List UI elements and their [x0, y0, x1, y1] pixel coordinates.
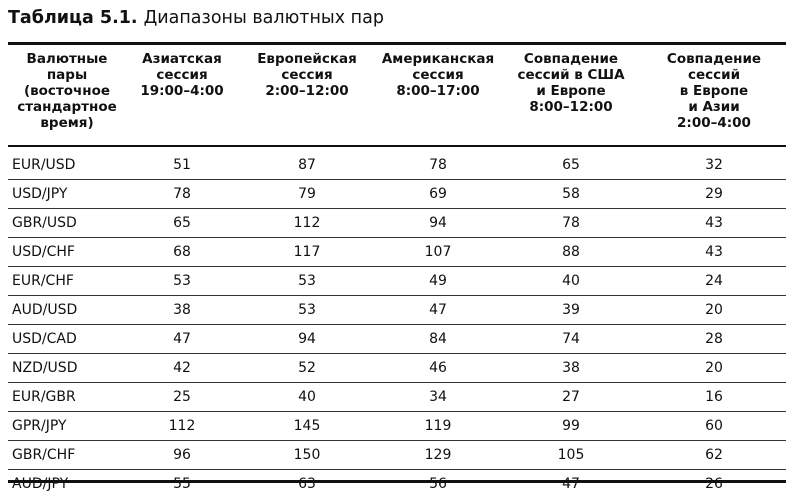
- cell-us-europe-overlap: 65: [500, 151, 642, 180]
- cell-europe-asia-overlap: 16: [642, 383, 786, 412]
- cell-asian-session: 112: [126, 412, 238, 441]
- cell-currency-pair: USD/CAD: [8, 325, 126, 354]
- cell-asian-session: 42: [126, 354, 238, 383]
- cell-europe-asia-overlap: 32: [642, 151, 786, 180]
- table-row: [8, 412, 786, 441]
- cell-us-europe-overlap: 74: [500, 325, 642, 354]
- table-row: [8, 209, 786, 238]
- cell-europe-asia-overlap: 20: [642, 296, 786, 325]
- cell-american-session: 47: [376, 296, 500, 325]
- cell-us-europe-overlap: 99: [500, 412, 642, 441]
- cell-american-session: 119: [376, 412, 500, 441]
- table-row: [8, 325, 786, 354]
- cell-currency-pair: USD/CHF: [8, 238, 126, 267]
- cell-american-session: 46: [376, 354, 500, 383]
- cell-asian-session: 25: [126, 383, 238, 412]
- cell-american-session: 49: [376, 267, 500, 296]
- cell-currency-pair: GPR/JPY: [8, 412, 126, 441]
- table-row: [8, 383, 786, 412]
- cell-currency-pair: NZD/USD: [8, 354, 126, 383]
- cell-european-session: 145: [238, 412, 376, 441]
- cell-us-europe-overlap: 105: [500, 441, 642, 470]
- header-europe-asia-overlap: Совпадение сессий в Европе и Азии 2:00–4:00: [666, 51, 762, 131]
- header-currency-pairs: Валютные пары (восточное стандартное время): [17, 51, 117, 131]
- table-number: Таблица 5.1.: [8, 8, 138, 28]
- cell-american-session: 78: [376, 151, 500, 180]
- cell-american-session: 107: [376, 238, 500, 267]
- cell-currency-pair: GBR/CHF: [8, 441, 126, 470]
- table-row: [8, 441, 786, 470]
- table-header-row: [8, 45, 786, 151]
- cell-european-session: 53: [238, 267, 376, 296]
- cell-currency-pair: EUR/CHF: [8, 267, 126, 296]
- cell-european-session: 63: [298, 476, 316, 492]
- cell-asian-session: 47: [126, 325, 238, 354]
- table-row: [8, 267, 786, 296]
- cell-asian-session: 96: [126, 441, 238, 470]
- cell-asian-session: 65: [126, 209, 238, 238]
- table-row: [8, 238, 786, 267]
- table-body: [8, 151, 786, 498]
- header-us-europe-overlap: Совпадение сессий в США и Европе 8:00–12:00: [517, 51, 625, 115]
- header-asian-session: Азиатская сессия 19:00–4:00: [140, 51, 224, 99]
- cell-american-session: 34: [376, 383, 500, 412]
- cell-us-europe-overlap: 58: [500, 180, 642, 209]
- cell-europe-asia-overlap: 29: [642, 180, 786, 209]
- table-row: [8, 151, 786, 180]
- cell-us-europe-overlap: 39: [500, 296, 642, 325]
- cell-american-session: 129: [376, 441, 500, 470]
- table-row: [8, 180, 786, 209]
- cell-europe-asia-overlap: 43: [642, 209, 786, 238]
- table-caption: [8, 6, 384, 30]
- cell-currency-pair: AUD/USD: [8, 296, 126, 325]
- cell-europe-asia-overlap: 20: [642, 354, 786, 383]
- cell-europe-asia-overlap: 26: [705, 476, 723, 492]
- cell-american-session: 84: [376, 325, 500, 354]
- cell-european-session: 40: [238, 383, 376, 412]
- cell-european-session: 94: [238, 325, 376, 354]
- cell-asian-session: 68: [126, 238, 238, 267]
- cell-us-europe-overlap: 27: [500, 383, 642, 412]
- cell-american-session: 94: [376, 209, 500, 238]
- header-american-session: Американская сессия 8:00–17:00: [381, 51, 495, 99]
- cell-europe-asia-overlap: 28: [642, 325, 786, 354]
- cell-currency-pair: EUR/USD: [8, 151, 126, 180]
- cell-european-session: 52: [238, 354, 376, 383]
- cell-asian-session: 53: [126, 267, 238, 296]
- table-row: [8, 354, 786, 383]
- cell-currency-pair: EUR/GBR: [8, 383, 126, 412]
- cell-american-session: 56: [429, 476, 447, 492]
- cell-european-session: 53: [238, 296, 376, 325]
- cell-us-europe-overlap: 38: [500, 354, 642, 383]
- cell-europe-asia-overlap: 62: [642, 441, 786, 470]
- cell-europe-asia-overlap: 24: [642, 267, 786, 296]
- table-title: Диапазоны валютных пар: [143, 8, 384, 28]
- cell-european-session: 87: [238, 151, 376, 180]
- cell-asian-session: 55: [173, 476, 191, 492]
- cell-american-session: 69: [376, 180, 500, 209]
- cell-european-session: 112: [238, 209, 376, 238]
- cell-europe-asia-overlap: 60: [642, 412, 786, 441]
- cell-european-session: 117: [238, 238, 376, 267]
- cell-asian-session: 78: [126, 180, 238, 209]
- currency-ranges-table: [8, 45, 786, 498]
- table-row: [8, 470, 786, 499]
- cell-currency-pair: GBR/USD: [8, 209, 126, 238]
- cell-currency-pair: AUD/JPY: [12, 476, 69, 492]
- cell-asian-session: 51: [126, 151, 238, 180]
- cell-us-europe-overlap: 78: [500, 209, 642, 238]
- cell-asian-session: 38: [126, 296, 238, 325]
- cell-currency-pair: USD/JPY: [8, 180, 126, 209]
- header-european-session: Европейская сессия 2:00–12:00: [257, 51, 357, 99]
- cell-us-europe-overlap: 40: [500, 267, 642, 296]
- cell-us-europe-overlap: 47: [562, 476, 580, 492]
- cell-european-session: 150: [238, 441, 376, 470]
- cell-europe-asia-overlap: 43: [642, 238, 786, 267]
- table-row: [8, 296, 786, 325]
- cell-us-europe-overlap: 88: [500, 238, 642, 267]
- cell-european-session: 79: [238, 180, 376, 209]
